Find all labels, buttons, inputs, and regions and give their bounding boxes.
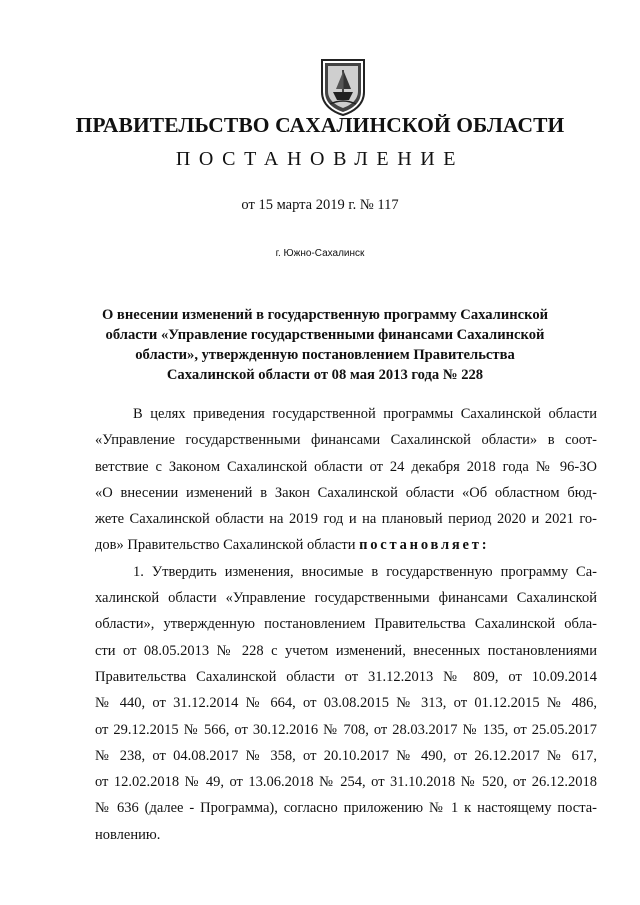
preamble-last-line xyxy=(95,532,597,558)
item1-line: № 636 (далее - Программа), согласно приложению № 1 к настоящему поста- xyxy=(95,800,597,817)
item1-line: № 238, от 04.08.2017 № 358, от 20.10.2017 № 490, от 26.12.2017 № 617, xyxy=(95,747,597,764)
preamble-line: жете Сахалинской области на 2019 год и на плановый период 2020 и 2021 го- xyxy=(95,511,597,528)
item1-line: № 440, от 31.12.2014 № 664, от 03.08.2015 № 313, от 01.12.2015 № 486, xyxy=(95,695,597,712)
item1-line: 1. Утвердить изменения, вносимые в государственную программу Са- xyxy=(133,563,597,580)
preamble-line: «О внесении изменений в Закон Сахалинской области «Об областном бюд- xyxy=(95,484,597,501)
item1-line: сти от 08.05.2013 № 228 с учетом изменений, внесенных постановлениями xyxy=(95,642,597,659)
item1-line: области», утвержденную постановлением Правительства Сахалинской обла- xyxy=(95,616,597,633)
item1-line: от 29.12.2015 № 566, от 30.12.2016 № 708, от 28.03.2017 № 135, от 25.05.2017 xyxy=(95,721,597,738)
document-body xyxy=(95,401,597,848)
preamble-line: В целях приведения государственной программы Сахалинской области xyxy=(133,406,597,422)
item1-line: Правительства Сахалинской области от 31.12.2013 № 809, от 10.09.2014 xyxy=(95,668,597,685)
title-line: О внесении изменений в государственную программу Сахалинской xyxy=(101,307,549,323)
coat-of-arms-emblem xyxy=(320,58,366,116)
government-name: ПРАВИТЕЛЬСТВО САХАЛИНСКОЙ ОБЛАСТИ xyxy=(75,113,565,137)
item1-line: халинской области «Управление государственными финансами Сахалинской xyxy=(95,590,597,607)
decree-word: постановляет: xyxy=(359,537,490,554)
item1-line: от 12.02.2018 № 49, от 13.06.2018 № 254, от 31.10.2018 № 520, от 26.12.2018 xyxy=(95,774,597,791)
preamble-line: дов» Правительство Сахалинской области xyxy=(95,537,356,554)
document-type: ПОСТАНОВЛЕНИЕ xyxy=(175,148,465,170)
title-line: области «Управление государственными финансами Сахалинской xyxy=(105,327,545,343)
document-title xyxy=(90,305,560,385)
preamble-line: «Управление государственными финансами Сахалинской области» в соот- xyxy=(95,432,597,449)
preamble-line: ветствие с Законом Сахалинской области от 24 декабря 2018 года № 96-ЗО xyxy=(95,458,597,475)
item1-line: новлению. xyxy=(95,826,161,843)
document-date-number: от 15 марта 2019 г. № 117 xyxy=(241,197,399,213)
document-city: г. Южно-Сахалинск xyxy=(275,248,365,259)
title-line: Сахалинской области от 08 мая 2013 года № 228 xyxy=(166,367,484,383)
title-line: области», утвержденную постановлением Правительства xyxy=(135,347,515,363)
